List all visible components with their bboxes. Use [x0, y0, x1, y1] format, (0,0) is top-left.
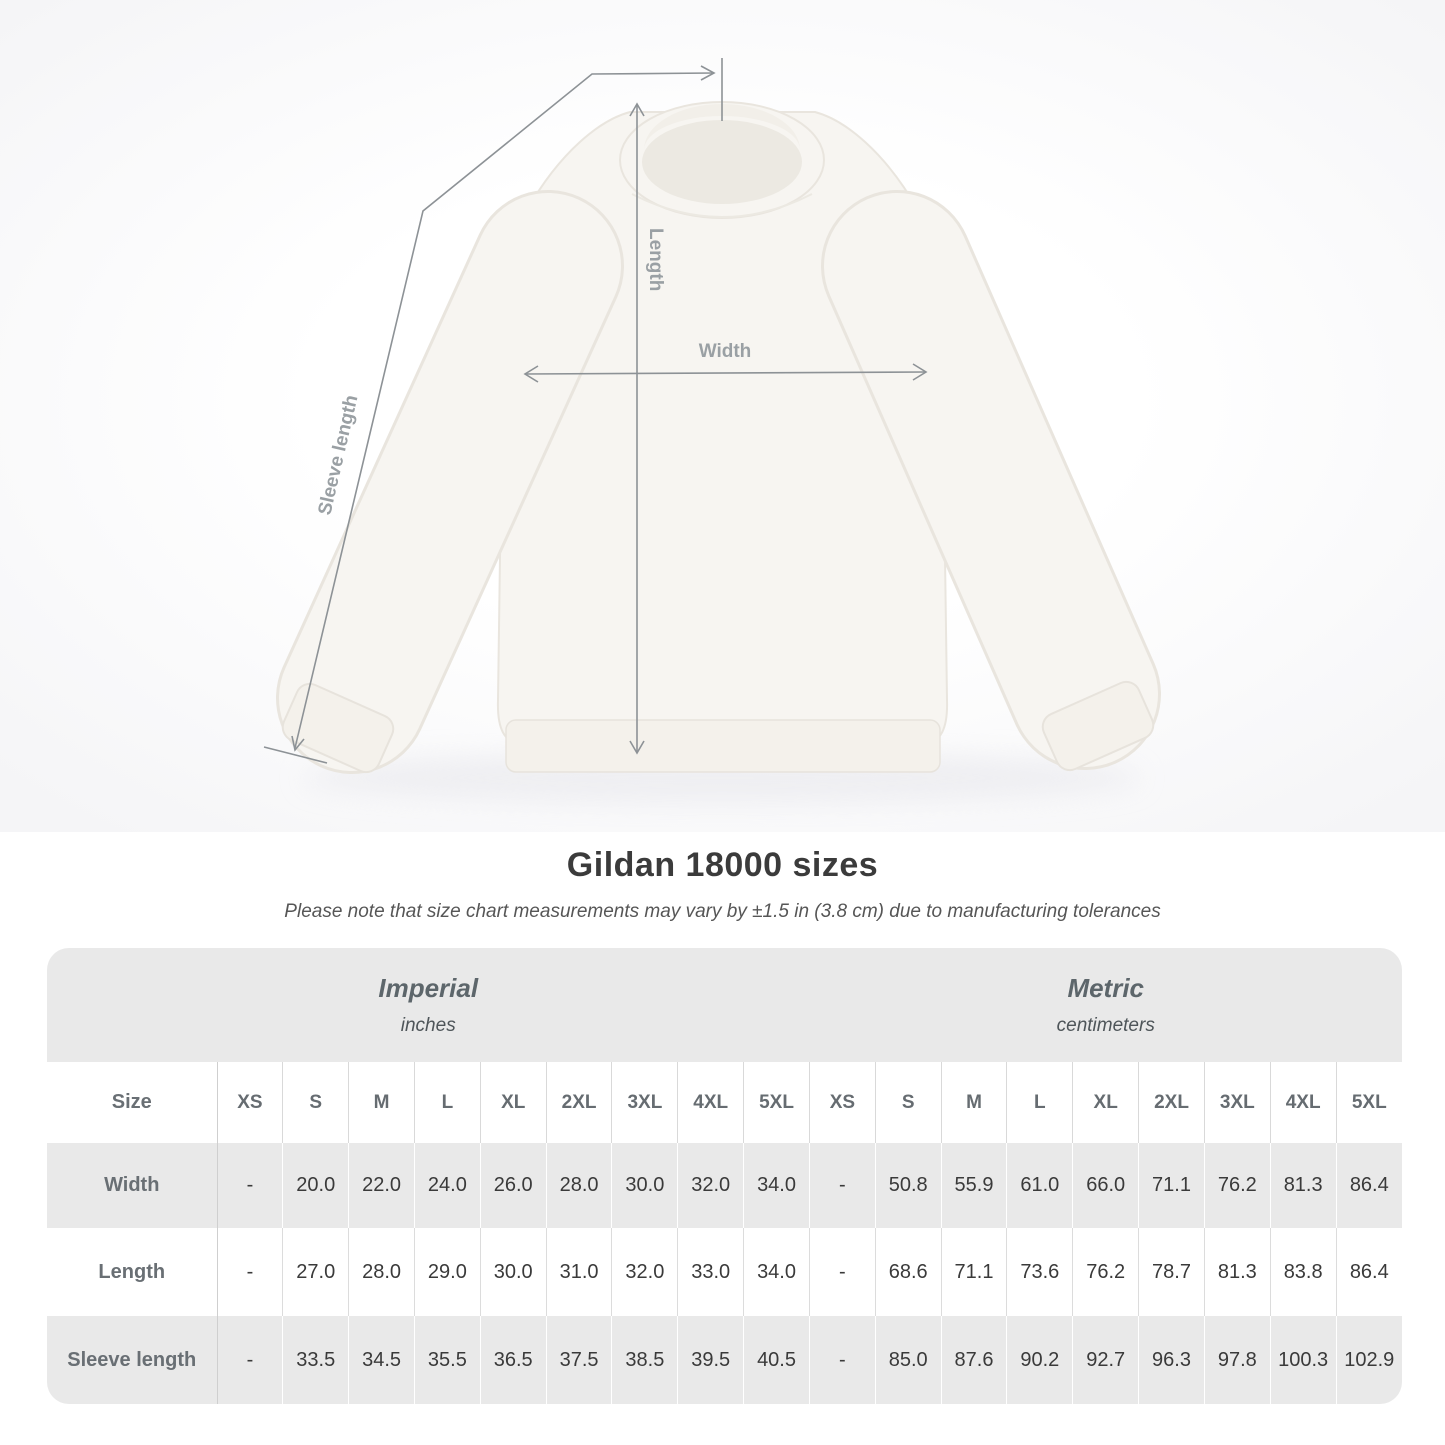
measurement-row-label: Width — [47, 1143, 217, 1228]
size-table-container — [47, 948, 1402, 1404]
value-cell: 76.2 — [1204, 1143, 1270, 1228]
width-dimension-label: Width — [698, 341, 752, 362]
value-cell: 97.8 — [1204, 1316, 1270, 1404]
size-cell: 5XL — [1336, 1062, 1402, 1143]
unit-band-row — [47, 948, 1402, 1062]
hem-band — [506, 720, 940, 772]
value-cell: 81.3 — [1270, 1143, 1336, 1228]
value-cell: 71.1 — [941, 1228, 1007, 1316]
value-cell: 24.0 — [414, 1143, 480, 1228]
value-cell: 90.2 — [1007, 1316, 1073, 1404]
measurement-row-label: Length — [47, 1228, 217, 1316]
size-cell: S — [875, 1062, 941, 1143]
size-cell: 4XL — [1270, 1062, 1336, 1143]
value-cell: 30.0 — [612, 1143, 678, 1228]
metric-band — [809, 948, 1402, 1062]
sleeve-length-row — [47, 1316, 1402, 1404]
value-cell: 38.5 — [612, 1316, 678, 1404]
value-cell: 30.0 — [480, 1228, 546, 1316]
value-cell: 61.0 — [1007, 1143, 1073, 1228]
size-cell: L — [1007, 1062, 1073, 1143]
value-cell: 86.4 — [1336, 1143, 1402, 1228]
value-cell: 83.8 — [1270, 1228, 1336, 1316]
size-cell: 4XL — [678, 1062, 744, 1143]
length-dimension-label: Length — [645, 228, 666, 292]
size-cell: XL — [1073, 1062, 1139, 1143]
page-title: Gildan 18000 sizes — [566, 846, 879, 884]
value-cell: - — [217, 1316, 283, 1404]
value-cell: 76.2 — [1073, 1228, 1139, 1316]
size-cell: XS — [809, 1062, 875, 1143]
value-cell: 29.0 — [414, 1228, 480, 1316]
sleeve-length-dimension-label: Sleeve length — [314, 393, 363, 518]
value-cell: 22.0 — [349, 1143, 415, 1228]
size-cell: XS — [217, 1062, 283, 1143]
value-cell: 34.0 — [744, 1228, 810, 1316]
value-cell: 20.0 — [283, 1143, 349, 1228]
size-cell: L — [414, 1062, 480, 1143]
value-cell: - — [809, 1316, 875, 1404]
size-cell: 3XL — [1204, 1062, 1270, 1143]
value-cell: 34.5 — [349, 1316, 415, 1404]
size-cell: M — [941, 1062, 1007, 1143]
size-cell: 5XL — [744, 1062, 810, 1143]
imperial-unit: inches — [400, 1015, 456, 1036]
value-cell: 33.0 — [678, 1228, 744, 1316]
value-cell: 40.5 — [744, 1316, 810, 1404]
value-cell: 34.0 — [744, 1143, 810, 1228]
value-cell: 32.0 — [612, 1228, 678, 1316]
value-cell: 39.5 — [678, 1316, 744, 1404]
imperial-label: Imperial — [378, 973, 479, 1003]
value-cell: 50.8 — [875, 1143, 941, 1228]
metric-label: Metric — [1067, 973, 1145, 1003]
size-cell: M — [349, 1062, 415, 1143]
size-cell: XL — [480, 1062, 546, 1143]
value-cell: - — [217, 1228, 283, 1316]
collar-opening — [642, 120, 802, 204]
tolerance-note: Please note that size chart measurements may vary by ±1.5 in (3.8 cm) due to manufacturing tolerances — [284, 901, 1161, 922]
value-cell: 26.0 — [480, 1143, 546, 1228]
value-cell: 68.6 — [875, 1228, 941, 1316]
value-cell: 100.3 — [1270, 1316, 1336, 1404]
size-table — [47, 948, 1402, 1404]
value-cell: 87.6 — [941, 1316, 1007, 1404]
size-cell: 2XL — [546, 1062, 612, 1143]
value-cell: 27.0 — [283, 1228, 349, 1316]
value-cell: 55.9 — [941, 1143, 1007, 1228]
value-cell: 86.4 — [1336, 1228, 1402, 1316]
value-cell: 73.6 — [1007, 1228, 1073, 1316]
value-cell: 32.0 — [678, 1143, 744, 1228]
size-cell: 2XL — [1139, 1062, 1205, 1143]
value-cell: 66.0 — [1073, 1143, 1139, 1228]
value-cell: 92.7 — [1073, 1316, 1139, 1404]
value-cell: 96.3 — [1139, 1316, 1205, 1404]
value-cell: 33.5 — [283, 1316, 349, 1404]
sweatshirt-illustration — [278, 102, 1157, 777]
size-row-label: Size — [47, 1062, 217, 1143]
value-cell: 37.5 — [546, 1316, 612, 1404]
metric-unit: centimeters — [1056, 1015, 1155, 1036]
value-cell: 78.7 — [1139, 1228, 1205, 1316]
width-row — [47, 1143, 1402, 1228]
value-cell: 36.5 — [480, 1316, 546, 1404]
size-cell: S — [283, 1062, 349, 1143]
value-cell: 31.0 — [546, 1228, 612, 1316]
value-cell: 81.3 — [1204, 1228, 1270, 1316]
value-cell: 85.0 — [875, 1316, 941, 1404]
value-cell: 71.1 — [1139, 1143, 1205, 1228]
value-cell: 102.9 — [1336, 1316, 1402, 1404]
size-header-row — [47, 1062, 1402, 1143]
value-cell: 28.0 — [546, 1143, 612, 1228]
value-cell: - — [809, 1228, 875, 1316]
value-cell: - — [809, 1143, 875, 1228]
size-cell: 3XL — [612, 1062, 678, 1143]
length-row — [47, 1228, 1402, 1316]
value-cell: 28.0 — [349, 1228, 415, 1316]
imperial-band — [47, 948, 809, 1062]
value-cell: - — [217, 1143, 283, 1228]
measurement-row-label: Sleeve length — [47, 1316, 217, 1404]
value-cell: 35.5 — [414, 1316, 480, 1404]
